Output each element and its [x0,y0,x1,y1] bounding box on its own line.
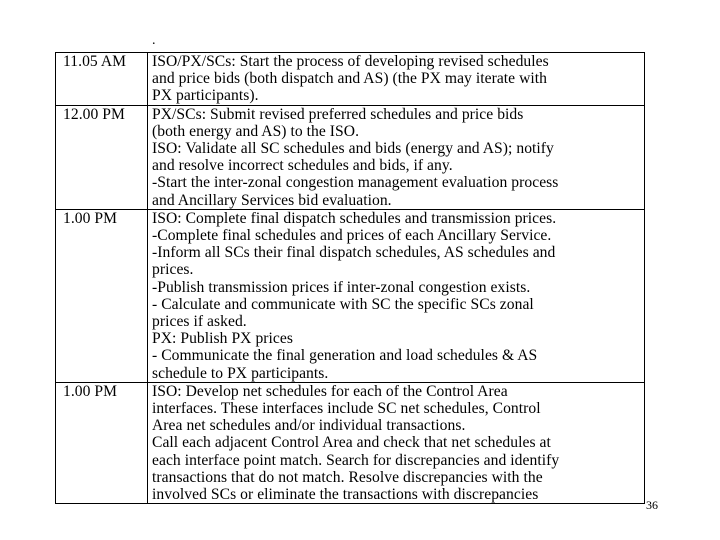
activity-line: -Inform all SCs their final dispatch schedules, AS schedules and [152,244,556,262]
table-row [56,209,645,382]
time-label: 1.00 PM [63,209,118,227]
time-label: 12.00 PM [63,105,125,123]
stray-dot: . [152,33,156,48]
page-number: 36 [646,498,658,512]
activity-line: -Complete final schedules and prices of each Ancillary Service. [152,227,552,245]
activity-line: -Publish transmission prices if inter-zonal congestion exists. [152,278,531,296]
activity-line: (both energy and AS) to the ISO. [152,122,360,140]
activity-line: ISO: Develop net schedules for each of the Control Area [152,382,508,400]
activity-line: PX participants). [152,87,259,105]
activity-line: PX: Publish PX prices [152,330,293,348]
activity-line: schedule to PX participants. [152,364,329,382]
activity-line: ISO/PX/SCs: Start the process of developing revised schedules [152,53,549,70]
time-cell [56,105,148,209]
activity-line: and Ancillary Services bid evaluation. [152,191,392,209]
activity-line: involved SCs or eliminate the transactions with discrepancies [152,486,539,504]
time-cell [56,382,148,503]
activity-line: - Communicate the final generation and load schedules & AS [152,347,538,365]
activity-line: each interface point match. Search for discrepancies and identify [152,451,560,469]
activity-line: ISO: Validate all SC schedules and bids (energy and AS); notify [152,140,554,158]
activity-cell [148,382,645,503]
activity-line: and price bids (both dispatch and AS) (the PX may iterate with [152,70,548,88]
time-cell [56,209,148,382]
activity-cell [148,105,645,209]
activity-line: prices. [152,261,194,279]
time-label: 1.00 PM [63,382,118,400]
activity-line: interfaces. These interfaces include SC net schedules, Control [152,400,541,418]
table-row [56,382,645,503]
table-row [56,53,645,106]
activity-line: ISO: Complete final dispatch schedules and transmission prices. [152,209,557,227]
activity-line: - Calculate and communicate with SC the specific SCs zonal [152,295,534,313]
schedule-table [55,52,645,504]
activity-line: Call each adjacent Control Area and check that net schedules at [152,434,551,452]
table-row [56,105,645,209]
activity-line: Area net schedules and/or individual transactions. [152,417,466,435]
activity-line: PX/SCs: Submit revised preferred schedules and price bids [152,105,524,123]
activity-line: -Start the inter-zonal congestion management evaluation process [152,174,559,192]
time-label: 11.05 AM [63,53,127,70]
activity-line: transactions that do not match. Resolve discrepancies with the [152,468,543,486]
activity-cell [148,53,645,106]
activity-line: prices if asked. [152,313,247,331]
activity-line: and resolve incorrect schedules and bids, if any. [152,157,453,175]
time-cell [56,53,148,106]
activity-cell [148,209,645,382]
